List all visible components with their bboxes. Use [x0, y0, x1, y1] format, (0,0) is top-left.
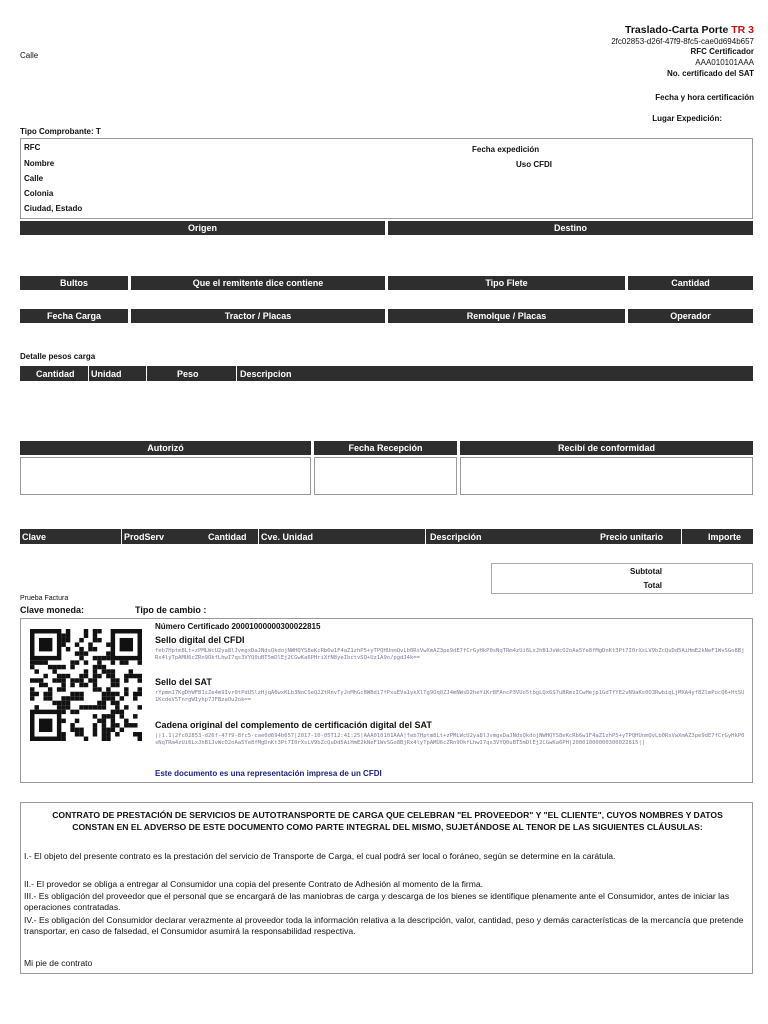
- document-title: [625, 24, 754, 36]
- cadena-original-label: Cadena original del complemento de certificación digital del SAT: [155, 720, 432, 730]
- numero-certificado: [155, 622, 320, 631]
- conceptos-cantidad-header: Cantidad: [208, 531, 247, 542]
- leyenda-cfdi: Este documento es una representación impresa de un CFDI: [155, 769, 382, 778]
- subtotal-label: Subtotal: [630, 567, 662, 576]
- conceptos-importe-header: Importe: [708, 531, 742, 542]
- receptor-rfc-label: RFC: [24, 143, 41, 152]
- origen-header: Origen: [20, 221, 385, 235]
- contenido-header: Que el remitente dice contiene: [131, 276, 385, 290]
- cadena-original-text: ||1.1|2fc02853-d26f-47f9-8fc5-cae0d694b657|2017-10-05T12:41:25|AAA010101AAA|feb7Hptm8Lt+zPMLWcU2ya8lJvmgxDaJNdsQkdojNWHQYS8eKcRb6w1F4aZ1zhP5+yTPQHUnmQvLb0RsVwXmAZ3pe9dE7fCrGyHkP0sNqTRm4zUi6LxJhB1JvWcO2oAa5Ye8fMgDnKt3Pt7I0rXsLV9bZcQuDd5AiHmE2kNeF1WvSGo8BjRx4lyTpAMU6cZRn9OkfLhwI7qs3VYQ0uBT5mDlEj2CGwKa6PH|20001000000300022815||: [155, 733, 745, 746]
- sello-cfdi-label: Sello digital del CFDI: [155, 635, 245, 645]
- recibi-conformidad-box: [460, 457, 753, 495]
- receptor-ciudad-label: Ciudad, Estado: [24, 204, 83, 213]
- bultos-header: Bultos: [20, 276, 128, 290]
- uso-cfdi-label: Uso CFDI: [516, 160, 552, 169]
- no-certificado-sat-label: No. certificado del SAT: [667, 69, 754, 78]
- contrato-clausula-1: I.- El objeto del presente contrato es la prestación del servicio de Transporte de Carga, el cual podrá ser local o foráneo, según se determine en la carátula.: [24, 851, 616, 861]
- document-title-prefix: Traslado-Carta Porte: [625, 24, 729, 36]
- conceptos-precio-unitario-header: Precio unitario: [600, 531, 664, 542]
- tipo-cambio-label: Tipo de cambio :: [135, 605, 207, 615]
- numero-certificado-label: Número Certificado: [155, 622, 230, 631]
- conceptos-prodserv-header: ProdServ: [124, 531, 165, 542]
- lugar-expedicion-label: Lugar Expedición:: [652, 114, 722, 123]
- totales-box: [491, 563, 753, 594]
- pesos-header-row: [20, 366, 753, 381]
- rfc-certificador-label: RFC Certificador: [690, 47, 754, 56]
- document-series: TR 3: [731, 24, 754, 36]
- timbre-fiscal-box: [20, 618, 753, 783]
- tractor-placas-header: Tractor / Placas: [131, 309, 385, 323]
- pesos-descripcion-header: Descripcion: [240, 368, 292, 379]
- sello-sat-text: rYpmm17KgDhWF81sZe4m9Ivr0tPdU5lzHjqA6wxKLb3NoCSeQ2ZtRnvTyJoMhGc8WBdi7fPxuEVa1ykXlTg9Oq0ZJ4mNWsD2heYiKr8FAncP3VUo5tbgLQx6S7uBRmzICwHejp1GdTfYE2vN9aKs0O3RwbiqLjMXA4yf8ZlmPocQ6+HtSU1KcdeV5TnrgWIyhp7JFBzaOu2ok==: [155, 690, 745, 703]
- receptor-box: [20, 138, 753, 219]
- remolque-placas-header: Remolque / Placas: [388, 309, 625, 323]
- issuer-street-label: Calle: [20, 51, 39, 60]
- company-name-placeholder: [20, 12, 160, 21]
- destino-header: Destino: [388, 221, 753, 235]
- pesos-peso-header: Peso: [177, 368, 199, 379]
- fecha-recepcion-box: [314, 457, 457, 495]
- operador-header: Operador: [628, 309, 753, 323]
- receptor-calle-label: Calle: [24, 174, 44, 183]
- sello-sat-label: Sello del SAT: [155, 677, 212, 687]
- cantidad-header: Cantidad: [628, 276, 753, 290]
- tipo-comprobante: Tipo Comprobante: T: [20, 127, 101, 136]
- contrato-box: [20, 802, 753, 974]
- conceptos-clave-header: Clave: [22, 531, 47, 542]
- prueba-factura-label: Prueba Factura: [20, 595, 69, 602]
- contrato-clausula-2: II.- El provedor se obliga a entregar al Consumidor una copia del presente Contrato de Adhesión al momento de la firma.: [24, 879, 484, 889]
- conceptos-header-row: [20, 529, 753, 544]
- contrato-pie: Mi pie de contrato: [24, 958, 93, 968]
- autorizo-header: Autorizó: [20, 441, 311, 455]
- autorizo-signature-box: [20, 457, 311, 495]
- pesos-cantidad-header: Cantidad: [36, 368, 75, 379]
- conceptos-descripcion-header: Descripción: [430, 531, 482, 542]
- contrato-clausula-4: IV.- Es obligación del Consumidor declarar verazmente al proveedor toda la información relativa a la descripción, valor, cantidad, peso y demás características de la mercancía que pretende transportar, en caso de falsedad, el Consumidor asumirá la responsabilidad respectiva.: [24, 915, 744, 936]
- clave-moneda-label: Clave moneda:: [20, 605, 85, 615]
- recibi-conformidad-header: Recibí de conformidad: [460, 441, 753, 455]
- contrato-clausula-3: III.- Es obligación del proveedor que el personal que se encargará de las maniobras de carga y descarga de los bienes se identifique plenamente ante el Consumidor, antes de iniciar las operaciones contratadas.: [24, 891, 730, 912]
- total-label: Total: [643, 581, 662, 590]
- receptor-nombre-label: Nombre: [24, 159, 55, 168]
- fecha-expedicion-label: Fecha expedición: [472, 145, 540, 154]
- conceptos-cve-unidad-header: Cve. Unidad: [261, 531, 314, 542]
- numero-certificado-value: 20001000000300022815: [231, 622, 321, 631]
- sello-cfdi-text: feb7Hptm8Lt+zPMLWcU2ya8lJvmgxDaJNdsQkdojNWHQYS8eKcRb6w1F4aZ1zhP5+yTPQHUnmQvLb0RsVwXmAZ3pe9dE7fCrGyHkP0sNqTRm4zUi6LxJhB1JvWcO2oAa5Ye8fMgDnKt3Pt7I0rXsLV9bZcQuDd5AiHmE2kNeF1WvSGo8BjRx4lyTpAMU6cZRn9OkfLhwI7qs3VYQ0uBT5mDlEj2CGwKa6PHriXfN8yeIbctvSQ+Uz1A9o/pgdJ4k==: [155, 648, 745, 661]
- receptor-colonia-label: Colonia: [24, 189, 54, 198]
- tipo-flete-header: Tipo Flete: [388, 276, 625, 290]
- pesos-unidad-header: Unidad: [91, 368, 122, 379]
- qr-code: [30, 629, 142, 741]
- detalle-pesos-title: Detalle pesos carga: [20, 352, 96, 361]
- fecha-certificacion-label: Fecha y hora certificación: [655, 93, 754, 102]
- uuid-value: 2fc02853-d26f-47f9-8fc5-cae0d694b657: [611, 37, 754, 46]
- fecha-recepcion-header: Fecha Recepción: [314, 441, 457, 455]
- rfc-certificador-value: AAA010101AAA: [695, 58, 754, 67]
- fecha-carga-header: Fecha Carga: [20, 309, 128, 323]
- contrato-titulo: CONTRATO DE PRESTACIÓN DE SERVICIOS DE AUTOTRANSPORTE DE CARGA QUE CELEBRAN "EL PROVEEDOR" Y "EL CLIENTE", CUYOS NOMBRES Y DATOS CONSTAN EN EL ADVERSO DE ESTE DOCUMENTO COMO PARTE INTEGRAL DEL MISMO, SUJETÁNDOSE AL TENOR DE LAS SIGUIENTES CLÁUSULAS:: [52, 810, 723, 832]
